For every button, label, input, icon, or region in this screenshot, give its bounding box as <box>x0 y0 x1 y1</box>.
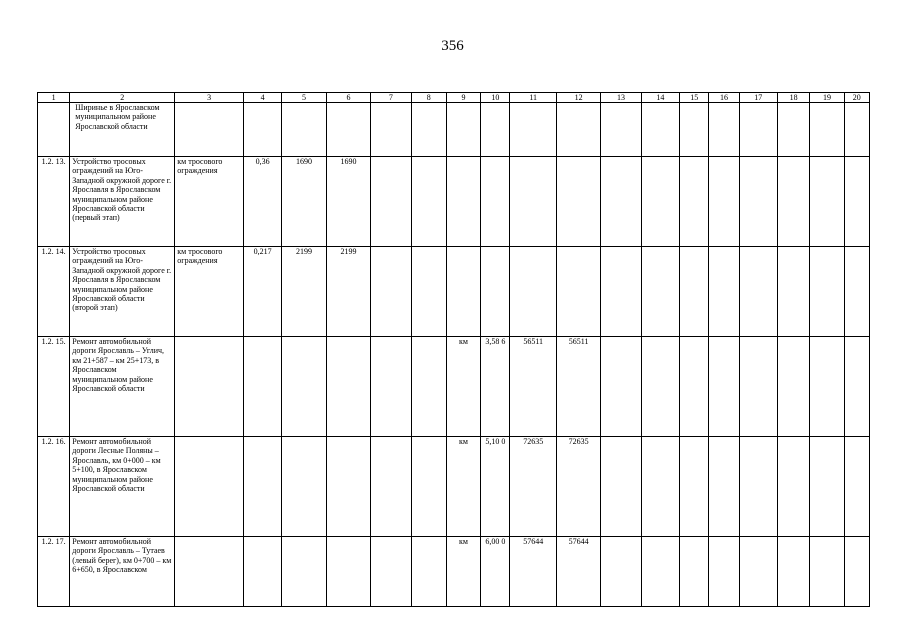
header-cell: 15 <box>680 93 709 103</box>
table-cell <box>810 537 844 607</box>
table-cell <box>510 247 556 337</box>
table-cell: 2199 <box>282 247 326 337</box>
header-cell: 13 <box>601 93 641 103</box>
table-cell <box>739 437 777 537</box>
table-cell: Устройство тросовых ограждений на Юго-Западной окружной дороге г. Ярославля в Ярославском муниципальном районе Ярославской области (второй этап) <box>70 247 175 337</box>
table-row <box>38 103 870 157</box>
table-cell: 1.2. 16. <box>38 437 70 537</box>
table-cell: Ремонт автомобильной дороги Ярославль – Углич, км 21+587 – км 25+173, в Ярославском муниципальном районе Ярославской области <box>70 337 175 437</box>
table-cell <box>446 103 480 157</box>
table-cell <box>243 537 281 607</box>
table-cell <box>810 157 844 247</box>
table-cell: 6,00 0 <box>481 537 510 607</box>
table-cell <box>641 337 679 437</box>
table-cell <box>411 103 446 157</box>
header-cell: 18 <box>777 93 809 103</box>
header-cell: 11 <box>510 93 556 103</box>
table-cell: 56511 <box>510 337 556 437</box>
table-cell <box>243 103 281 157</box>
table-cell: 1.2. 14. <box>38 247 70 337</box>
table-cell: км тросового ограждения <box>175 157 244 247</box>
header-cell: 16 <box>709 93 739 103</box>
header-cell: 7 <box>371 93 411 103</box>
table-cell: Устройство тросовых ограждений на Юго-Западной окружной дороге г. Ярославля в Ярославском муниципальном районе Ярославской области (первый этап) <box>70 157 175 247</box>
table-cell <box>411 157 446 247</box>
table-cell <box>282 537 326 607</box>
table-cell: 5,10 0 <box>481 437 510 537</box>
table-cell <box>411 437 446 537</box>
data-table <box>37 92 870 607</box>
table-cell <box>709 537 739 607</box>
table-cell: 1690 <box>282 157 326 247</box>
table-cell <box>810 337 844 437</box>
header-cell: 3 <box>175 93 244 103</box>
table-cell: 0,217 <box>243 247 281 337</box>
table-cell <box>601 247 641 337</box>
table-cell <box>680 157 709 247</box>
table-cell <box>556 157 600 247</box>
header-cell: 19 <box>810 93 844 103</box>
table-cell: км тросового ограждения <box>175 247 244 337</box>
table-cell <box>243 337 281 437</box>
table-cell <box>371 437 411 537</box>
table-cell <box>844 103 869 157</box>
table-cell <box>510 157 556 247</box>
table-cell <box>411 247 446 337</box>
table-cell <box>810 103 844 157</box>
table-cell <box>326 537 370 607</box>
table-cell: 1.2. 13. <box>38 157 70 247</box>
table-cell <box>326 437 370 537</box>
table-cell <box>601 537 641 607</box>
table-cell <box>844 437 869 537</box>
table-cell <box>810 247 844 337</box>
table-cell <box>641 537 679 607</box>
header-cell: 9 <box>446 93 480 103</box>
table-cell <box>739 247 777 337</box>
header-cell: 8 <box>411 93 446 103</box>
table-row <box>38 437 870 537</box>
table-cell <box>481 157 510 247</box>
table-cell <box>641 437 679 537</box>
table-cell: 0,36 <box>243 157 281 247</box>
table-cell <box>601 157 641 247</box>
table-row <box>38 537 870 607</box>
table-cell <box>709 103 739 157</box>
table-cell <box>777 103 809 157</box>
table-cell <box>739 537 777 607</box>
table-cell <box>371 537 411 607</box>
table-cell: Ремонт автомобильной дороги Ярославль – Тутаев (левый берег), км 0+700 – км 6+650, в Ярославском <box>70 537 175 607</box>
table-cell <box>175 537 244 607</box>
table-cell <box>175 437 244 537</box>
table-cell <box>411 537 446 607</box>
table-cell <box>601 337 641 437</box>
table-cell: 57644 <box>510 537 556 607</box>
table-cell <box>282 337 326 437</box>
table-cell: 1.2. 15. <box>38 337 70 437</box>
table-cell <box>709 437 739 537</box>
table-cell <box>556 103 600 157</box>
table-cell <box>680 537 709 607</box>
table-cell <box>371 337 411 437</box>
table-cell <box>739 157 777 247</box>
table-cell <box>411 337 446 437</box>
table-cell <box>777 537 809 607</box>
table-cell <box>777 337 809 437</box>
table-cell <box>680 437 709 537</box>
header-cell: 2 <box>70 93 175 103</box>
header-cell: 4 <box>243 93 281 103</box>
table-cell <box>446 157 480 247</box>
table-cell: км <box>446 337 480 437</box>
table-cell <box>326 337 370 437</box>
table-cell <box>844 537 869 607</box>
table-cell: Ремонт автомобильной дороги Лесные Поляны – Ярославль, км 0+000 – км 5+100, в Ярославском муниципальном районе Ярославской области <box>70 437 175 537</box>
table-cell <box>481 103 510 157</box>
table-cell <box>371 157 411 247</box>
table-cell: Ширинье в Ярославском муниципальном районе Ярославской области <box>70 103 175 157</box>
table-cell <box>38 103 70 157</box>
table-cell <box>844 247 869 337</box>
table-cell <box>777 247 809 337</box>
table-cell <box>844 157 869 247</box>
table-cell <box>175 103 244 157</box>
table-cell <box>371 103 411 157</box>
table-cell: 56511 <box>556 337 600 437</box>
table-cell <box>709 157 739 247</box>
table-cell: 72635 <box>510 437 556 537</box>
page-number: 356 <box>441 38 464 54</box>
table-cell <box>282 437 326 537</box>
table-row <box>38 337 870 437</box>
table-cell <box>709 337 739 437</box>
table-cell: 1.2. 17. <box>38 537 70 607</box>
table-cell: 3,58 6 <box>481 337 510 437</box>
table-cell <box>326 103 370 157</box>
table-cell <box>680 337 709 437</box>
table-row <box>38 157 870 247</box>
table-cell: 1690 <box>326 157 370 247</box>
table-cell <box>739 103 777 157</box>
header-row <box>38 93 870 103</box>
table-cell <box>282 103 326 157</box>
header-cell: 1 <box>38 93 70 103</box>
table-cell <box>777 157 809 247</box>
header-cell: 10 <box>481 93 510 103</box>
table-cell <box>739 337 777 437</box>
table-cell <box>371 247 411 337</box>
table-cell <box>601 103 641 157</box>
header-cell: 12 <box>556 93 600 103</box>
table-cell <box>510 103 556 157</box>
header-cell: 20 <box>844 93 869 103</box>
table-cell <box>810 437 844 537</box>
header-cell: 5 <box>282 93 326 103</box>
table-cell <box>556 247 600 337</box>
table-cell <box>601 437 641 537</box>
table-cell: 2199 <box>326 247 370 337</box>
header-cell: 17 <box>739 93 777 103</box>
table-cell <box>641 247 679 337</box>
table-cell: 57644 <box>556 537 600 607</box>
table-cell <box>641 157 679 247</box>
header-cell: 6 <box>326 93 370 103</box>
table-cell <box>641 103 679 157</box>
table-cell: 72635 <box>556 437 600 537</box>
table-cell <box>446 247 480 337</box>
table-cell <box>709 247 739 337</box>
table-row <box>38 247 870 337</box>
table-cell <box>680 247 709 337</box>
table-cell <box>243 437 281 537</box>
table-cell <box>777 437 809 537</box>
table-cell: км <box>446 537 480 607</box>
table-cell <box>175 337 244 437</box>
table-cell <box>680 103 709 157</box>
header-cell: 14 <box>641 93 679 103</box>
table-cell <box>844 337 869 437</box>
table-cell: км <box>446 437 480 537</box>
table-cell <box>481 247 510 337</box>
